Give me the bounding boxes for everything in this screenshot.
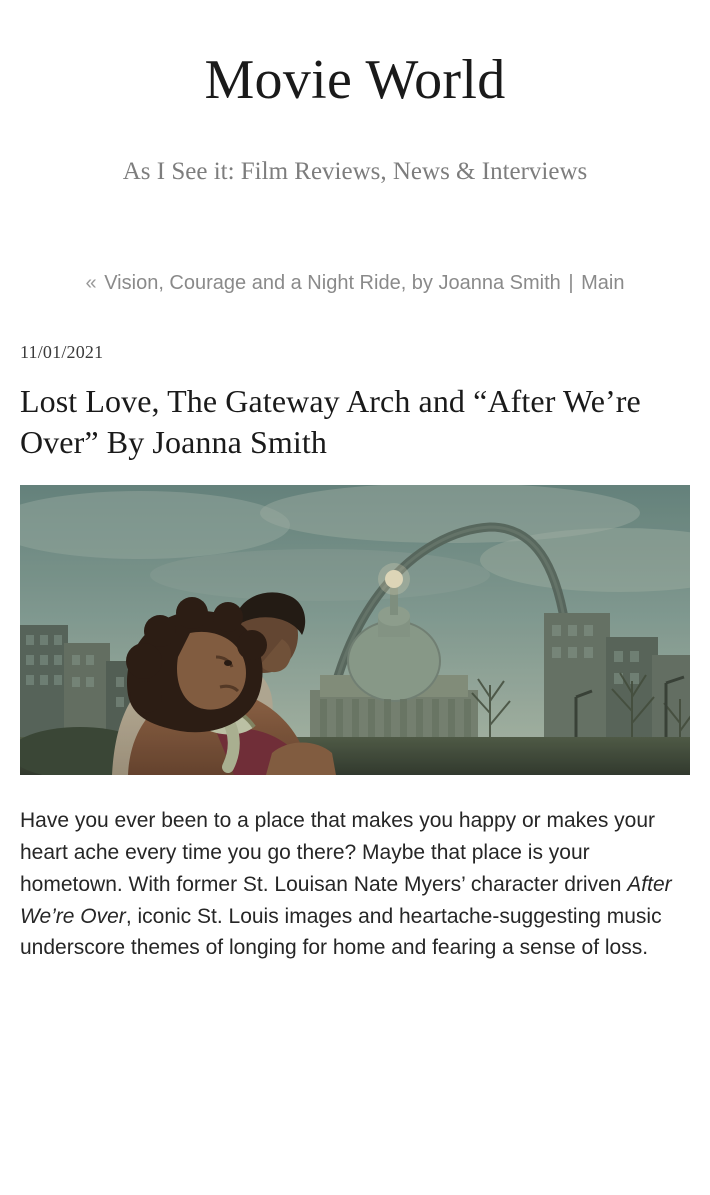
page-container — [0, 48, 710, 994]
site-title: Movie World — [204, 49, 506, 111]
main-link[interactable]: Main — [581, 271, 625, 294]
nav-separator: | — [568, 271, 574, 294]
post-featured-image — [20, 485, 690, 775]
post-title: Lost Love, The Gateway Arch and “After We’re Over” By Joanna Smith — [20, 382, 641, 460]
post-body-text-1: Have you ever been to a place that makes you happy or makes your heart ache every time you go there? Maybe that place is your hometown. With former St. Louisan Nate Myers’ character driven — [20, 808, 656, 896]
post-body — [20, 805, 690, 995]
site-tagline: As I See it: Film Reviews, News & Interviews — [122, 158, 588, 186]
post-navigation — [20, 267, 690, 300]
post-body-text-2: , iconic St. Louis images and heartache-suggesting music underscore themes of longing for home and fearing a sense of loss. — [20, 904, 662, 960]
previous-post-link[interactable]: Vision, Courage and a Night Ride, by Joanna Smith — [104, 271, 561, 294]
film-title-emphasis: After We’re Over — [20, 872, 672, 928]
post-date: 11/01/2021 — [20, 341, 104, 362]
movie-still-illustration — [20, 485, 690, 775]
previous-arrow-icon: « — [85, 271, 97, 294]
